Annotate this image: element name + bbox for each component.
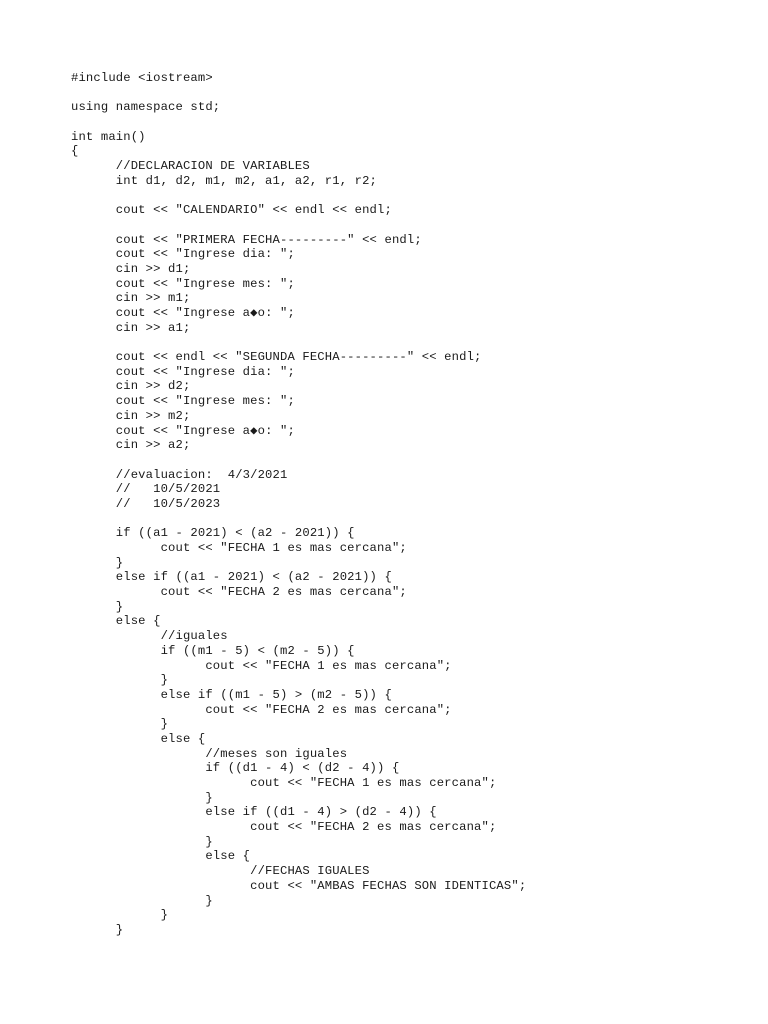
code-line (71, 115, 526, 130)
code-line: //DECLARACION DE VARIABLES (71, 159, 310, 174)
code-line: int d1, d2, m1, m2, a1, a2, r1, r2; (71, 173, 378, 188)
code-line: else if ((a1 - 2021) < (a2 - 2021)) { (71, 570, 392, 585)
code-line (71, 189, 526, 204)
code-line (71, 512, 526, 527)
code-line: else if ((m1 - 5) > (m2 - 5)) { (71, 687, 392, 702)
code-line: if ((a1 - 2021) < (a2 - 2021)) { (71, 526, 355, 541)
code-line: //evaluacion: 4/3/2021 (71, 467, 288, 482)
code-line: cin >> a1; (71, 320, 191, 335)
code-line: else { (71, 614, 161, 629)
code-line: cin >> m1; (71, 291, 191, 306)
code-line: } (71, 673, 169, 688)
code-line: else if ((d1 - 4) > (d2 - 4)) { (71, 805, 437, 820)
code-line: } (71, 893, 213, 908)
code-line: cin >> d2; (71, 379, 191, 394)
code-line: cout << "CALENDARIO" << endl << endl; (71, 203, 392, 218)
code-line: cout << "Ingrese dia: "; (71, 247, 295, 262)
code-line: cout << "FECHA 1 es mas cercana"; (71, 776, 497, 790)
code-line: else { (71, 731, 206, 746)
code-line: cin >> a2; (71, 438, 191, 453)
code-line: int main() (71, 129, 146, 144)
code-line (71, 335, 526, 350)
code-line: // 10/5/2023 (71, 496, 221, 511)
code-line: cout << "FECHA 2 es mas cercana"; (71, 820, 497, 835)
code-line: using namespace std; (71, 100, 221, 115)
code-line: } (71, 834, 213, 849)
code-line: } (71, 908, 169, 923)
code-line: else { (71, 849, 251, 864)
code-line: // 10/5/2021 (71, 482, 221, 497)
code-line: } (71, 790, 213, 805)
code-line: } (71, 555, 124, 570)
code-line: cout << "FECHA 2 es mas cercana"; (71, 702, 452, 717)
code-line: cin >> d1; (71, 261, 191, 276)
code-line: //meses son iguales (71, 746, 348, 761)
code-listing (71, 71, 526, 938)
code-line: //iguales (71, 629, 228, 644)
code-line: cout << "PRIMERA FECHA---------" << endl; (71, 232, 422, 247)
code-line: } (71, 922, 124, 937)
code-line (71, 453, 526, 468)
code-line: cout << "Ingrese dia: "; (71, 364, 295, 379)
code-line: cout << "FECHA 1 es mas cercana"; (71, 658, 452, 673)
code-line: cout << "FECHA 2 es mas cercana"; (71, 585, 407, 600)
code-line: } (71, 717, 169, 732)
code-line (71, 86, 526, 101)
code-line: } (71, 599, 124, 614)
code-line: cout << endl << "SEGUNDA FECHA---------" << endl; (71, 350, 482, 365)
code-line: #include <iostream> (71, 71, 213, 85)
code-line: cout << "AMBAS FECHAS SON IDENTICAS"; (71, 878, 527, 893)
code-line (71, 218, 526, 233)
code-line: cout << "Ingrese a◆o: "; (71, 423, 295, 438)
code-line: if ((d1 - 4) < (d2 - 4)) { (71, 761, 400, 776)
code-line: cin >> m2; (71, 408, 191, 423)
code-line: cout << "Ingrese a◆o: "; (71, 306, 295, 320)
code-line: //FECHAS IGUALES (71, 864, 370, 879)
code-line: cout << "Ingrese mes: "; (71, 276, 295, 291)
code-line: if ((m1 - 5) < (m2 - 5)) { (71, 643, 355, 658)
code-line: cout << "Ingrese mes: "; (71, 394, 295, 409)
code-line: { (71, 144, 79, 159)
code-line: cout << "FECHA 1 es mas cercana"; (71, 541, 407, 555)
